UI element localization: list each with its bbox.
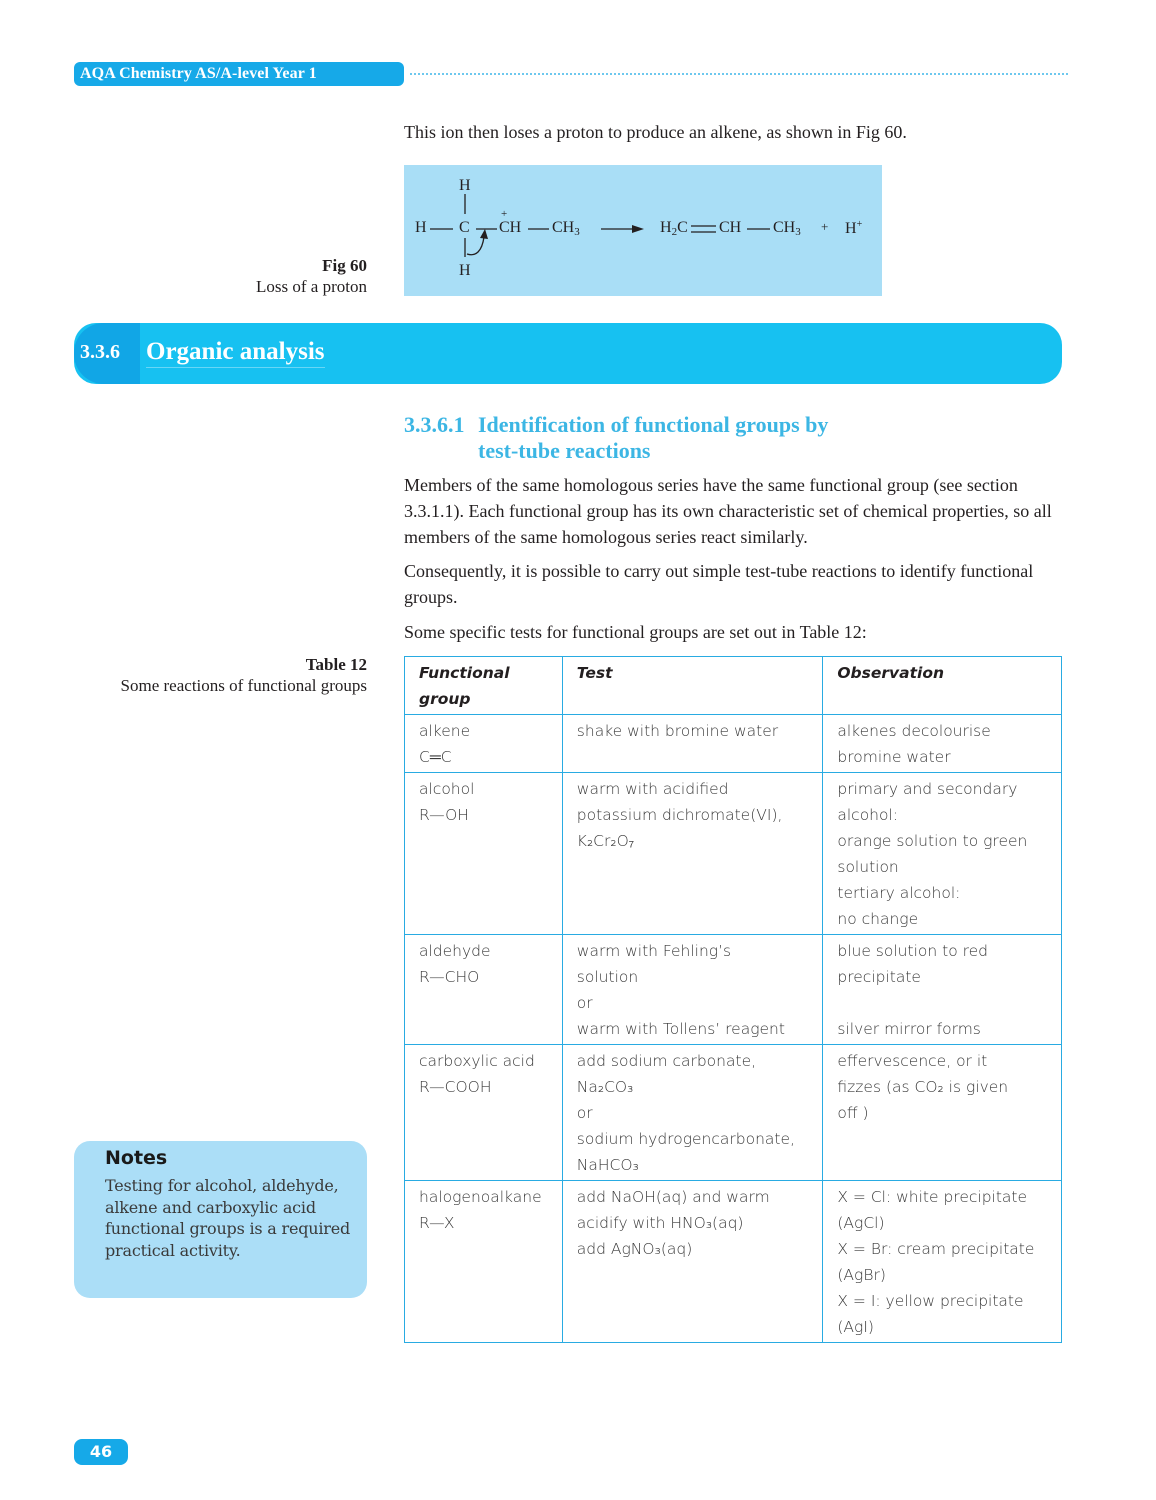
- figure-caption-text: Loss of a proton: [256, 277, 367, 296]
- cell-test: add NaOH(aq) and warm acidify with HNO₃(aq) add AgNO₃(aq): [562, 1181, 823, 1343]
- cell-test: warm with acidified potassium dichromate(VI), K₂Cr₂O₇: [562, 773, 823, 935]
- notes-box: [74, 1141, 367, 1298]
- cell-group: halogenoalkane R—X: [405, 1181, 563, 1343]
- cell-test: warm with Fehling’s solution or warm with Tollens’ reagent: [562, 935, 823, 1045]
- table-label: Table 12: [305, 655, 367, 674]
- table-row: [405, 1181, 1062, 1343]
- subsection-heading: [404, 412, 828, 464]
- figure-caption: [256, 255, 367, 297]
- subsection-number: 3.3.6.1: [404, 412, 465, 437]
- paragraph-table-intro: Some specific tests for functional groups are set out in Table 12:: [404, 622, 867, 642]
- plus-sign: +: [821, 219, 829, 234]
- curly-arrow-icon: [467, 229, 488, 255]
- cell-group: alkene C═C: [405, 715, 563, 773]
- table-row: [405, 1045, 1062, 1181]
- product-h2c: $H_2C$: [660, 219, 688, 238]
- reaction-arrow-icon: [601, 225, 644, 233]
- cell-group: aldehyde R—CHO: [405, 935, 563, 1045]
- top-hydrogen: H: [459, 177, 471, 194]
- cell-observation: blue solution to red precipitate silver mirror forms: [823, 935, 1062, 1045]
- bond-lines: [404, 165, 882, 296]
- table-row: [405, 935, 1062, 1045]
- table-row: [405, 773, 1062, 935]
- header-test: Test: [562, 657, 823, 715]
- cell-observation: effervescence, or it fizzes (as CO₂ is given off ): [823, 1045, 1062, 1181]
- carbocation: CH: [499, 219, 522, 236]
- cell-observation: alkenes decolourise bromine water: [823, 715, 1062, 773]
- subsection-title-line2: test-tube reactions: [478, 438, 651, 463]
- page-number: 46: [74, 1439, 128, 1465]
- notes-text: Testing for alcohol, aldehyde, alkene and carboxylic acid functional groups is a required practical activity.: [105, 1176, 351, 1260]
- proton: H+: [845, 219, 863, 237]
- table-header-row: [405, 657, 1062, 715]
- subsection-title-line1: Identification of functional groups by: [478, 412, 829, 437]
- paragraph-test-tube: Consequently, it is possible to carry out simple test-tube reactions to identify functional groups.: [404, 561, 1034, 607]
- notes-title: Notes: [105, 1147, 168, 1169]
- table-caption-text: Some reactions of functional groups: [120, 676, 367, 695]
- section-title: Organic analysis: [146, 338, 325, 368]
- cell-observation: X = Cl: white precipitate (AgCl) X = Br: cream precipitate (AgBr) X = I: yellow precipitate (AgI): [823, 1181, 1062, 1343]
- cell-test: add sodium carbonate, Na₂CO₃ or sodium hydrogencarbonate, NaHCO₃: [562, 1045, 823, 1181]
- table-row: [405, 715, 1062, 773]
- header-observation: Observation: [823, 657, 1062, 715]
- product-methyl: $CH_3$: [773, 219, 801, 238]
- intro-paragraph: This ion then loses a proton to produce an alkene, as shown in Fig 60.: [404, 122, 907, 142]
- carbon-atom: C: [459, 219, 470, 236]
- book-title: AQA Chemistry AS/A-level Year 1: [80, 65, 317, 82]
- bottom-hydrogen: H: [459, 262, 471, 279]
- header-functional-group: Functional group: [405, 657, 563, 715]
- figure-label: Fig 60: [322, 256, 367, 275]
- paragraph-homologous-series: Members of the same homologous series have the same functional group (see section 3.3.1.1). Each functional group has its own characteristic set of chemical properties, so all members of the same homologous series react similarly.: [404, 475, 1052, 547]
- section-number: 3.3.6: [80, 341, 120, 363]
- cell-observation: primary and secondary alcohol: orange solution to green solution tertiary alcohol: no change: [823, 773, 1062, 935]
- cell-group: alcohol R—OH: [405, 773, 563, 935]
- reaction-figure: [404, 165, 882, 296]
- positive-charge: +: [501, 208, 508, 220]
- table-caption: [121, 654, 367, 696]
- cell-test: shake with bromine water: [562, 715, 823, 773]
- functional-groups-table: [404, 656, 1062, 1343]
- header-dotted-rule: [410, 73, 1068, 75]
- book-title-tab: [74, 62, 404, 86]
- product-ch: CH: [719, 219, 742, 236]
- left-hydrogen: H: [415, 219, 427, 236]
- cell-group: carboxylic acid R—COOH: [405, 1045, 563, 1181]
- methyl-group: $CH_3$: [552, 219, 580, 238]
